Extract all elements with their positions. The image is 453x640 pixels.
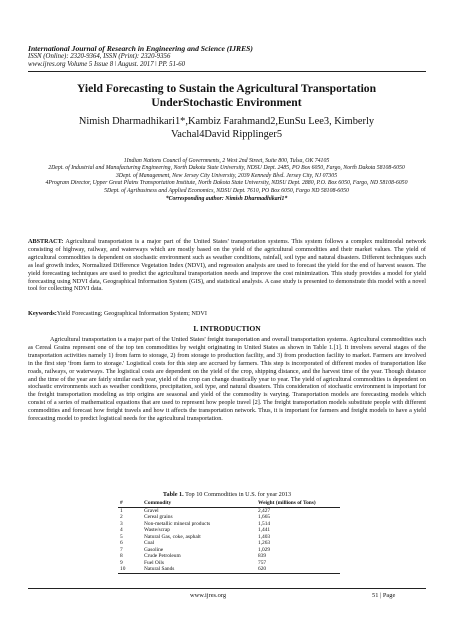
header-rule (28, 71, 426, 72)
keywords-text: Yield Forecasting; Geographical Information System; NDVI (56, 310, 207, 317)
affiliation-5: 5Dept. of Agribusiness and Applied Economics, NDSU Dept. 7610, PO Box 6050, Fargo ND 58108-6050 (104, 187, 349, 194)
table-cell-rank: 6 (120, 540, 123, 546)
keywords-label: Keywords: (28, 310, 57, 317)
table-header-weight: Weight (millions of Tons) (256, 500, 340, 507)
table-cell-rank: 9 (120, 559, 123, 566)
table-cell-commodity: Gasoline (144, 546, 164, 553)
footer-rule (28, 588, 426, 589)
table-cell-rank: 7 (120, 546, 123, 553)
table-cell-weight: 1,403 (258, 533, 271, 540)
commodities-table (118, 500, 340, 574)
authors-line-1: Nimish Dharmadhikari1*,Kambiz Farahmand2,EunSu Lee3, Kimberly (78, 116, 375, 127)
table-cell-rank: 5 (120, 533, 123, 540)
title-line-1: Yield Forecasting to Sustain the Agricultural Transportation (76, 82, 377, 95)
table-cell-rank: 10 (118, 566, 142, 573)
introduction-paragraph: Agricultural transportation is a major part of the United States' freight transportation and overall transportation systems. Agricultural commodities such as Cereal Grains represent one of the top ten commodities by weight originating in United States as shown in Table 1.[1]. It involves several stages of the transportation activities namely 1) from farm to storage, 2) from storage to production facility, and 3) from production facility to market. Farmers are involved in the first step 'from farm to storage.' Logistical costs for this step are accrued by farmers. This step is incorporated of different modes of transportation like roads, railways, or waterways. The logistical costs are dependent on the yield of the crop, shipping distance, and the harvest time of the year. Though distance and the time of the year are fairly similar each year, yield of the crop can change drastically year to year. The yield of agricultural commodities is dependent on stochastic environments such as weather conditions, precipitation, soil type, and natural disasters. This consideration of stochastic environment is important for the freight transportation modeling as trip origins are seasonal and yield of the commodity is varying. Transportation models are forecasting models which consist of a series of mathematical equations that are used to represent how people travel [2]. The freight transportation models substitute people with different commodities and forecast how freight travels and how it affects the transportation network. Thus, it is important for farmers and freight models to have a yield forecasting model to predict logistical needs for the agricultural transportation. (28, 336, 426, 423)
journal-name: International Journal of Research in Engineering and Science (IJRES) (28, 44, 253, 53)
table-cell-weight: 2,427 (258, 507, 271, 514)
table-cell-commodity: Natural Gas, coke, asphalt (144, 533, 201, 540)
table-row (118, 507, 340, 514)
issue-line: www.ijres.org Volume 5 Issue 8 ǀ August. 2017 ǀ PP. 51-60 (28, 61, 186, 68)
table-row (118, 566, 340, 573)
abstract-text: Agricultural transportation is a major part of the United States' transportation systems. This system follows a complex multimodal network consisting of highway, railway, and waterways which are mostly based on the yield of the agricultural commodities and their market values. The yield of agricultural commodities is dependent on stochastic environment such as weather conditions, rainfall, soil type and natural disasters. Different techniques such as leaf growth index, Normalized Difference Vegetation Index (NDVI), and regression analysis are used to forecast the yield for the end of harvest season. The yield forecasting techniques are used to predict the agricultural transportation needs and improve the cost minimization. This study provides a model for yield forecasting using NDVI data, Geographical Information System (GIS), and statistical analysis. A case study is presented to demonstrate this model with a novel tool for collecting NDVI data. (28, 238, 426, 293)
table-caption-text: Top 10 Commodities in U.S. for year 2013 (183, 491, 292, 498)
section-heading: I. INTRODUCTION (193, 324, 261, 333)
table-header-row (118, 500, 340, 507)
table-cell-weight: 620 (256, 566, 340, 573)
table-cell-weight: 1,665 (258, 514, 271, 520)
introduction-body (28, 336, 426, 423)
table-cell-commodity: Waste/scrap (144, 527, 170, 533)
table-header-rank: # (118, 500, 142, 507)
author-list (40, 116, 413, 141)
table-cell-commodity: Gravel (144, 507, 159, 514)
table-cell-weight: 1,263 (258, 540, 271, 546)
table-caption (28, 491, 426, 498)
footer-url: www.ijres.org (190, 592, 227, 599)
authors-line-2: Vachal4David Ripplinger5 (170, 128, 283, 140)
table-caption-label: Table 1. (162, 491, 184, 498)
table-cell-weight: 839 (258, 553, 267, 559)
table-cell-rank: 2 (120, 514, 123, 520)
page-number: 51 | Page (372, 592, 396, 599)
affiliations (44, 158, 409, 203)
abstract-label: ABSTRACT: (28, 238, 64, 245)
table-cell-commodity: Crude Petroleum (144, 553, 181, 559)
table-cell-rank: 1 (120, 507, 123, 514)
paper-title (40, 82, 413, 110)
table-cell-rank: 3 (120, 520, 123, 527)
keywords (28, 310, 426, 318)
table-cell-commodity: Natural Sands (142, 566, 256, 573)
table-cell-rank: 8 (120, 553, 123, 559)
issn-line: ISSN (Online): 2320-9364, ISSN (Print): 2320-9356 (28, 53, 171, 60)
affiliation-1: 1Indian Nations Council of Governments, 2 West 2nd Street, Suite 800, Tulsa, OK 74105 (123, 158, 330, 164)
table-cell-weight: 1,514 (258, 520, 271, 527)
table-cell-commodity: Cereal grains (144, 514, 173, 520)
table-cell-weight: 1,441 (258, 527, 271, 533)
affiliation-2: 2Dept. of Industrial and Manufacturing Engineering, North Dakota State University, NDSU Dept. 2485, PO Box 6050, Fargo, North Dakota 58108-6050 (48, 165, 405, 172)
table-cell-commodity: Non-metallic mineral products (144, 520, 211, 527)
table-cell-commodity: Coal (144, 540, 155, 546)
table-cell-weight: 757 (258, 559, 267, 566)
table-cell-rank: 4 (120, 527, 123, 533)
table-cell-commodity: Fuel Oils (144, 559, 164, 566)
table-cell-weight: 1,029 (258, 546, 271, 553)
abstract (28, 238, 426, 293)
title-line-2: UnderStochastic Environment (151, 96, 302, 109)
affiliation-3: 3Dept. of Management, New Jersey City University, 2039 Kennedy Blvd. Jersey City, NJ 07305 (115, 172, 338, 179)
journal-header (28, 44, 428, 69)
table-header-commodity: Commodity (142, 500, 256, 507)
corresponding-author: *Corresponding author: Nimish Dharmadhikari1* (165, 196, 288, 203)
affiliation-4: 4Program Director, Upper Great Plains Transportation Institute, North Dakota State University, NDSU Dept. 2880, P.O. Box 6050, Fargo, ND 58108-6050 (45, 180, 408, 187)
